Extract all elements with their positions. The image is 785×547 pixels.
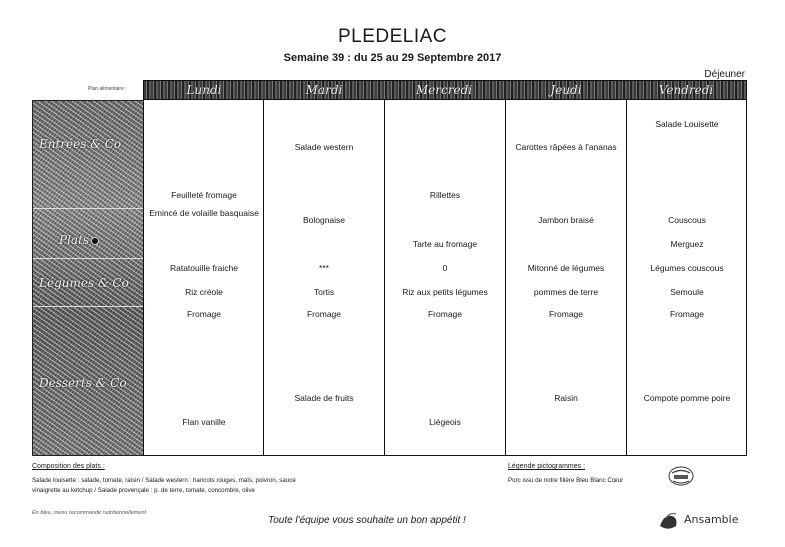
menu-cell: Feuilleté fromage <box>171 190 237 200</box>
menu-cell: Fromage <box>306 309 341 319</box>
composition-text: vinaigrette au ketchup / Salade provençale : p. de terre, tomate, concombre, olive <box>32 487 255 494</box>
composition-text: Salade louisette : salade, tomate, raisin / Salade western : haricots rouges, maïs, poivron, sauce <box>32 477 296 484</box>
menu-cell: Légumes couscous <box>650 263 724 273</box>
composition-title: Composition des plats : <box>32 463 105 470</box>
menu-cell: Jambon braisé <box>538 215 594 225</box>
menu-cell: Rillettes <box>429 190 461 200</box>
menu-cell: Raisin <box>554 393 578 403</box>
section-side-panel <box>32 100 144 456</box>
closing-wish: Toute l'équipe vous souhaite un bon appétit ! <box>268 515 466 526</box>
menu-cell: Salade Louisette <box>655 119 719 129</box>
menu-cell: Couscous <box>668 215 706 225</box>
section-divider <box>33 258 145 259</box>
section-label-plats: Plats <box>59 233 99 247</box>
menu-cell: Fromage <box>186 309 221 319</box>
menu-cell: Fromage <box>427 309 462 319</box>
nutrition-note: En bleu, menu recommandé nutritionnellement <box>32 510 147 516</box>
day-header-mardi: Mardi <box>305 83 343 97</box>
menu-cell: Semoule <box>670 287 704 297</box>
menu-cell: Carottes râpées à l'ananas <box>515 142 617 152</box>
day-header-mercredi: Mercredi <box>415 83 473 97</box>
menu-grid <box>143 100 747 456</box>
menu-cell: Mitonné de légumes <box>527 263 605 273</box>
pig-logo-icon <box>91 237 99 245</box>
menu-cell: Fromage <box>669 309 704 319</box>
menu-cell: Compote pomme poire <box>643 393 731 403</box>
menu-cell: Flan vanille <box>182 417 226 427</box>
menu-cell: Fromage <box>548 309 583 319</box>
menu-cell: Liégeois <box>429 417 461 427</box>
menu-cell: *** <box>319 263 329 273</box>
menu-cell: Riz créole <box>185 287 223 297</box>
menu-cell: Riz aux petits légumes <box>402 287 488 297</box>
section-label-entrees: Entrées & Co <box>39 137 122 151</box>
menu-cell: Tortis <box>313 287 335 297</box>
menu-cell: pommes de terre <box>533 287 599 297</box>
menu-cell: Tarte au fromage <box>412 239 478 249</box>
meal-label: Déjeuner <box>704 69 745 80</box>
menu-cell: Emincé de volaille basquaise <box>149 208 259 218</box>
menu-cell: Bolognaise <box>302 215 346 225</box>
section-label-legumes: Légumes & Co <box>39 276 129 290</box>
menu-cell: 0 <box>442 263 448 273</box>
section-label-desserts: Desserts & Co <box>39 376 127 390</box>
ansamble-logo-text: Ansamble <box>684 513 739 526</box>
menu-cell: Salade de fruits <box>294 393 354 403</box>
week-subtitle: Semaine 39 : du 25 au 29 Septembre 2017 <box>283 52 502 64</box>
legend-text: Porc issu de notre filière Bleu Blanc Cœur <box>508 477 624 484</box>
column-divider <box>384 100 385 456</box>
menu-cell: Salade western <box>294 142 354 152</box>
page-title: PLEDELIAC <box>337 26 448 47</box>
day-header-band <box>143 80 747 100</box>
menu-cell: Merguez <box>670 239 704 249</box>
bleu-blanc-coeur-badge-icon <box>668 466 694 486</box>
day-header-jeudi: Jeudi <box>550 83 582 97</box>
section-divider <box>33 208 145 209</box>
menu-cell: Ratatouille fraiche <box>169 263 239 273</box>
plan-label: Plan alimentaire : <box>88 86 127 92</box>
legend-title: Légende pictogrammes : <box>508 463 586 470</box>
day-header-vendredi: Vendredi <box>658 83 714 97</box>
section-divider <box>33 306 145 307</box>
day-header-lundi: Lundi <box>186 83 222 97</box>
